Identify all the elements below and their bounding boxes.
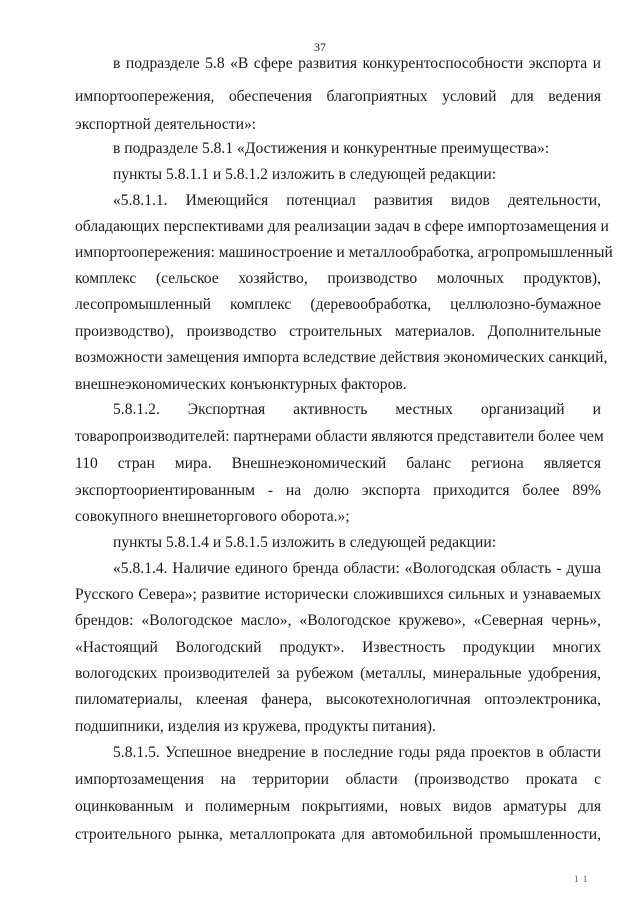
text-line: пункты 5.8.1.4 и 5.8.1.5 изложить в следующей редакции: xyxy=(113,534,497,551)
text-line: импортоопережения: машиностроение и металлообработка, агропромышленный xyxy=(75,244,613,261)
text-line: «5.8.1.1. Имеющийся потенциал развития видов деятельности, xyxy=(113,192,601,209)
text-line: вологодских производителей за рубежом (металлы, минеральные удобрения, xyxy=(75,665,601,682)
text-line: в подразделе 5.8.1 «Достижения и конкурентные преимущества»: xyxy=(113,140,550,157)
text-line: пиломатериалы, клееная фанера, высокотехнологичная оптоэлектроника, xyxy=(75,691,601,708)
text-line: внешнеэкономических конъюнктурных факторов. xyxy=(75,376,407,393)
text-line: подшипники, изделия из кружева, продукты питания). xyxy=(75,718,436,735)
text-line: 5.8.1.5. Успешное внедрение в последние годы ряда проектов в области xyxy=(113,744,601,761)
text-line: экспортной деятельности»: xyxy=(75,116,257,133)
text-line: в подразделе 5.8 «В сфере развития конкурентоспособности экспорта и xyxy=(113,55,601,72)
text-line: импортоопережения, обеспечения благоприятных условий для ведения xyxy=(75,88,601,105)
footer-mark: 1 1 xyxy=(574,874,589,884)
text-line: 5.8.1.2. Экспортная активность местных организаций и xyxy=(113,401,601,418)
text-line: совокупного внешнеторгового оборота.»; xyxy=(75,508,350,525)
text-line: обладающих перспективами для реализации задач в сфере импортозамещения и xyxy=(75,218,609,235)
text-line: лесопромышленный комплекс (деревообработка, целлюлозно-бумажное xyxy=(75,296,601,313)
text-line: «5.8.1.4. Наличие единого бренда области: «Вологодская область - душа xyxy=(113,560,601,577)
text-line: Русского Севера»; развитие исторически сложившихся сильных и узнаваемых xyxy=(75,586,601,603)
text-line: товаропроизводителей: партнерами области являются представители более чем xyxy=(75,428,604,445)
text-line: производство), производство строительных материалов. Дополнительные xyxy=(75,323,601,340)
text-line: 110 стран мира. Внешнеэкономический баланс региона является xyxy=(75,455,601,472)
text-line: комплекс (сельское хозяйство, производство молочных продуктов), xyxy=(75,270,601,287)
text-line: возможности замещения импорта вследствие действия экономических санкций, xyxy=(75,349,608,366)
text-line: пункты 5.8.1.1 и 5.8.1.2 изложить в следующей редакции: xyxy=(113,166,497,183)
text-line: импортозамещения на территории области (производство проката с xyxy=(75,771,601,788)
text-line: экспортоориентированным - на долю экспорта приходится более 89% xyxy=(75,482,601,499)
text-line: строительного рынка, металлопроката для автомобильной промышленности, xyxy=(75,826,601,843)
page-number: 37 xyxy=(314,40,326,54)
text-line: «Настоящий Вологодский продукт». Известность продукции многих xyxy=(75,639,601,656)
text-line: оцинкованным и полимерным покрытиями, новых видов арматуры для xyxy=(75,798,601,815)
text-line: брендов: «Вологодское масло», «Вологодское кружево», «Северная чернь», xyxy=(75,612,601,629)
